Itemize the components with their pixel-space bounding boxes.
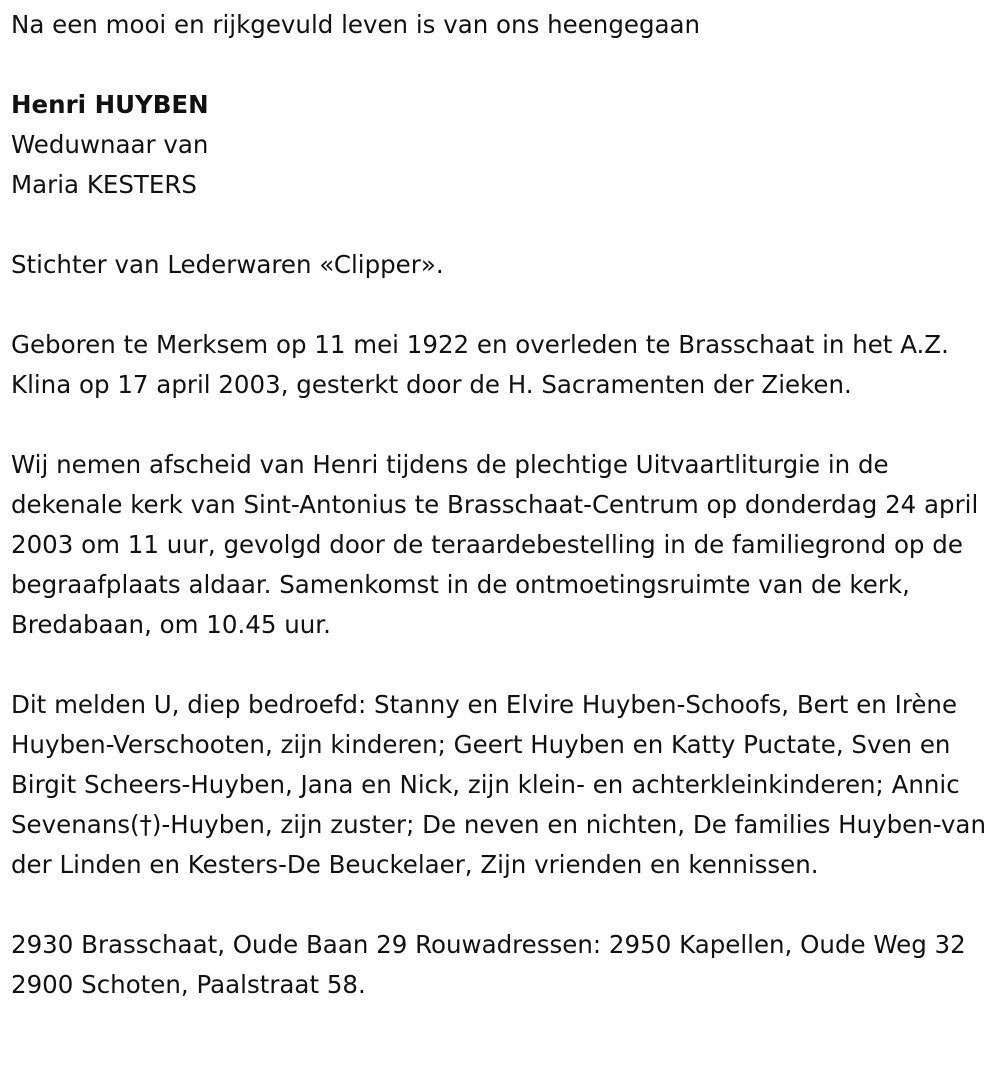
family-paragraph: Dit melden U, diep bedroefd: Stanny en Elvire Huyben-Schoofs, Bert en Irène Huyben-Verschooten, zijn kinderen; Geert Huyben en Katty Puctate, Sven en Birgit Scheers-Huyben, Jana en Nick, zijn klein- en achterkleinkinderen; Annic Sevenans(†)-Huyben, zijn zuster; De neven en nichten, De families Huyben-van der Linden en Kesters-De Beuckelaer, Zijn vrienden en kennissen. (11, 690, 986, 879)
founder-line: Stichter van Lederwaren «Clipper». (11, 250, 444, 279)
addresses-paragraph: 2930 Brasschaat, Oude Baan 29 Rouwadressen: 2950 Kapellen, Oude Weg 32 2900 Schoten, Paalstraat 58. (11, 930, 966, 999)
funeral-paragraph: Wij nemen afscheid van Henri tijdens de plechtige Uitvaartliturgie in de dekenale kerk van Sint-Antonius te Brasschaat-Centrum op donderdag 24 april 2003 om 11 uur, gevolgd door de teraardebestelling in de familiegrond op de begraafplaats aldaar. Samenkomst in de ontmoetingsruimte van de kerk, Bredabaan, om 10.45 uur. (11, 450, 979, 639)
widower-label: Weduwnaar van (11, 130, 209, 159)
obituary-notice (11, 5, 993, 1005)
birth-death-paragraph: Geboren te Merksem op 11 mei 1922 en overleden te Brasschaat in het A.Z. Klina op 17 april 2003, gesterkt door de H. Sacramenten der Zieken. (11, 330, 949, 399)
spouse-name: Maria KESTERS (11, 170, 197, 199)
deceased-name: Henri HUYBEN (11, 90, 209, 119)
intro-line: Na een mooi en rijkgevuld leven is van ons heengegaan (11, 10, 701, 39)
